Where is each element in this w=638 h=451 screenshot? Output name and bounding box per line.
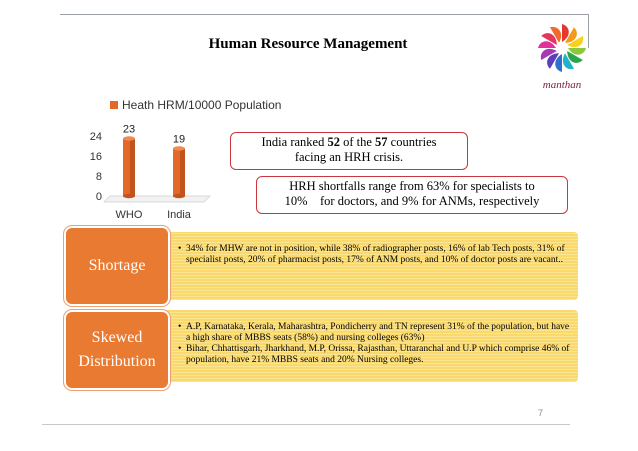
data-label: 23 <box>122 123 136 136</box>
shortfall-callout-line1: HRH shortfalls range from 63% for specialists to <box>289 179 535 193</box>
chart-floor <box>104 196 210 202</box>
rank-callout <box>230 132 468 170</box>
chart-legend <box>110 98 281 112</box>
bar-india <box>173 146 185 198</box>
skewed-distribution-panel <box>164 310 578 382</box>
skewed-bullets <box>178 322 570 366</box>
x-tick-label: WHO <box>115 209 143 221</box>
bullet-item: • A.P, Karnataka, Kerala, Maharashtra, Pondicherry and TN represent 31% of the population, but have a high share of MBBS seats (58%) and nursing colleges (63%) <box>178 322 570 344</box>
skewed-distribution-badge <box>64 310 170 390</box>
rank-callout-line1: India ranked 52 of the 57 countries <box>261 135 437 149</box>
bullet-item: • 34% for MHW are not in position, while 38% of radiographer posts, 16% of lab Tech posts, 31% of specialist posts, 20% of pharmacist posts, 17% of ANM posts, and 10% of doctor posts are vacant.. <box>178 244 570 266</box>
y-tick-label: 0 <box>95 191 102 203</box>
bottom-border-line <box>42 424 570 425</box>
manthan-logo <box>530 18 594 96</box>
legend-label: Heath HRM/10000 Population <box>122 98 282 112</box>
logo-wordmark: manthan <box>542 79 582 91</box>
y-tick-label: 24 <box>89 131 102 143</box>
y-tick-label: 8 <box>95 171 102 183</box>
badge-label-line1: Skewed <box>91 329 143 346</box>
x-tick-label: India <box>167 209 191 221</box>
data-label: 19 <box>172 133 186 146</box>
shortfall-callout-line2: 10% for doctors, and 9% for ANMs, respectively <box>284 194 540 208</box>
rank-callout-line2: facing an HRH crisis. <box>294 150 404 164</box>
rank-value: 52 <box>327 135 340 149</box>
shortfall-callout <box>256 176 568 214</box>
y-tick-label: 16 <box>89 151 102 163</box>
badge-label-line2: Distribution <box>78 353 156 370</box>
bar-who <box>123 136 135 198</box>
shortage-badge: Shortage <box>64 226 170 306</box>
slide-title: Human Resource Management <box>208 36 408 52</box>
shortage-panel <box>164 232 578 300</box>
legend-swatch <box>110 101 118 109</box>
top-border-line <box>60 14 588 15</box>
rank-total: 57 <box>375 135 388 149</box>
bar-chart <box>80 112 220 224</box>
page-number: 7 <box>538 408 544 418</box>
shortage-bullets <box>178 244 570 266</box>
bullet-item: • Bihar, Chhattisgarh, Jharkhand, M.P, Orissa, Rajasthan, Uttaranchal and U.P which comprise 46% of population, have 21% MBBS seats and 20% Nursing colleges. <box>178 344 570 366</box>
